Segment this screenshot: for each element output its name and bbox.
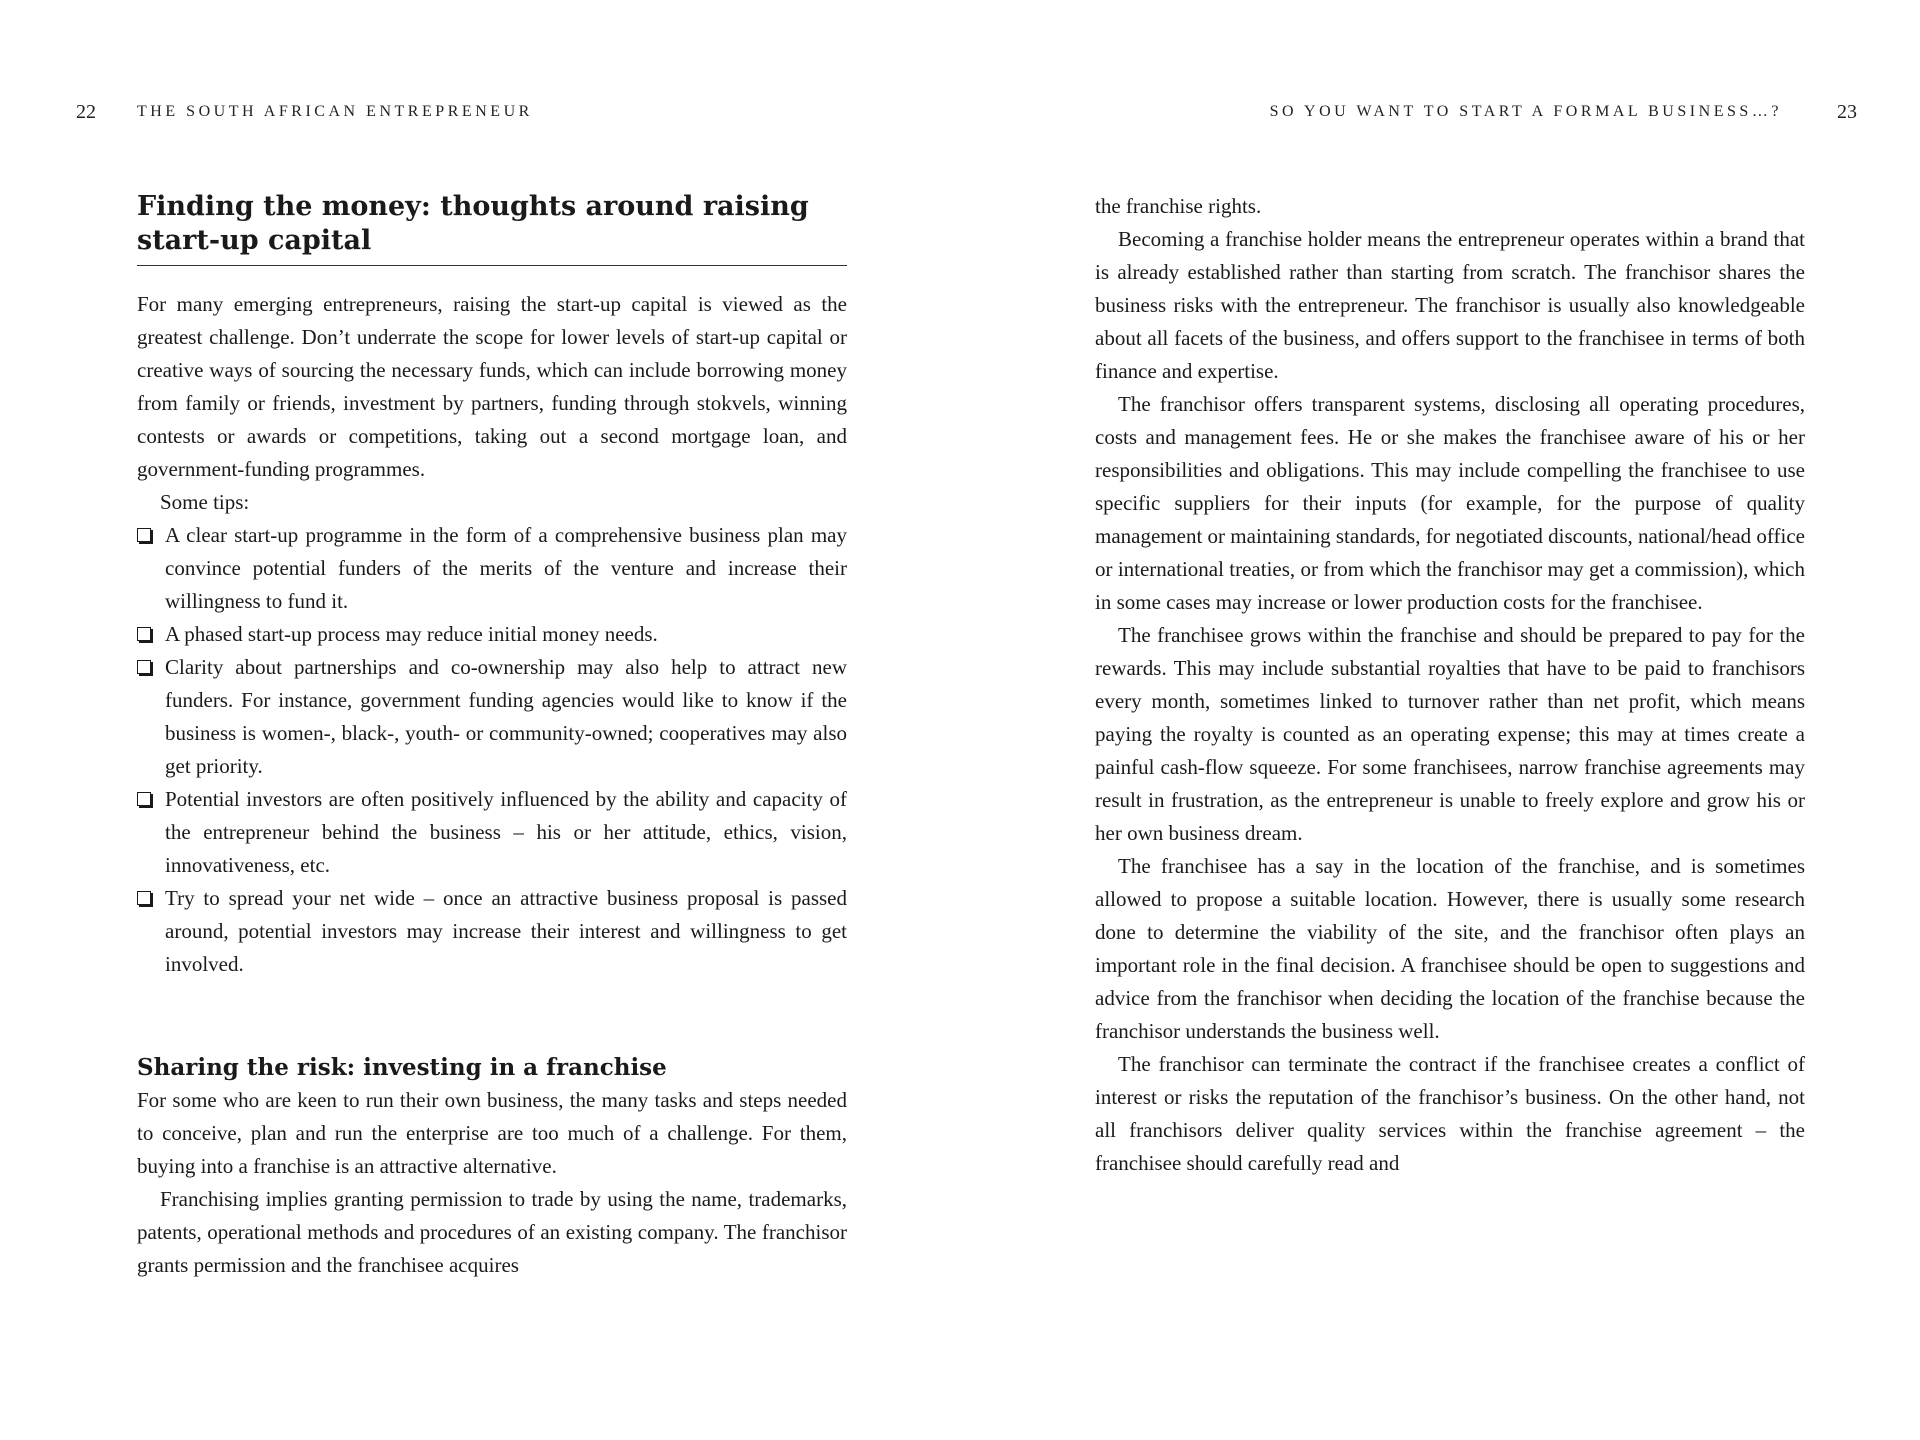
paragraph: Franchising implies granting permission to trade by using the name, trademarks, patents, operational methods and procedures of an existing company. The franchisor grants permission and the franchisee acquires <box>137 1187 847 1277</box>
checkbox-bullet-icon <box>137 891 151 905</box>
tip-item <box>137 519 847 618</box>
paragraph: For some who are keen to run their own business, the many tasks and steps needed to conceive, plan and run the enterprise are too much of a challenge. For them, buying into a franchise is an attractive alternative. <box>137 1088 847 1178</box>
left-text-block <box>137 190 847 1282</box>
checkbox-bullet-icon <box>137 627 151 641</box>
tip-text: Try to spread your net wide – once an attractive business proposal is passed around, potential investors may increase their interest and willingness to get involved. <box>165 886 847 976</box>
running-head: SO YOU WANT TO START A FORMAL BUSINESS…? <box>1269 103 1782 120</box>
right-page <box>960 0 1920 1440</box>
tip-item <box>137 882 847 981</box>
tip-text: A phased start-up process may reduce initial money needs. <box>165 622 658 646</box>
tip-text: Potential investors are often positively influenced by the ability and capacity of the entrepreneur behind the business – his or her attitude, ethics, vision, innovativeness, etc. <box>165 787 847 877</box>
paragraph: Becoming a franchise holder means the entrepreneur operates within a brand that is already established rather than starting from scratch. The franchisor shares the business risks with the entrepreneur. The franchisor is usually also knowledgeable about all facets of the business, and offers support to the franchisee in terms of both finance and expertise. <box>1095 227 1805 383</box>
tip-text: A clear start-up programme in the form of a comprehensive business plan may convince potential funders of the merits of the venture and increase their willingness to fund it. <box>165 523 847 613</box>
paragraph: the franchise rights. <box>1095 194 1262 218</box>
checkbox-bullet-icon <box>137 528 151 542</box>
paragraph: The franchisee has a say in the location of the franchise, and is sometimes allowed to propose a suitable location. However, there is usually some research done to determine the viability of the site, and the franchisor often plays an important role in the final decision. A franchisee should be open to suggestions and advice from the franchisor when deciding the location of the franchise because the franchisor understands the business well. <box>1095 854 1805 1043</box>
tip-item <box>137 618 847 651</box>
paragraph: The franchisor offers transparent systems, disclosing all operating procedures, costs and management fees. He or she makes the franchisee aware of his or her responsibilities and obligations. This may include compelling the franchisee to use specific suppliers for their inputs (for example, for the purpose of quality management or maintaining standards, for negotiated discounts, national/head office or international treaties, or from which the franchisor may get a commission), which in some cases may increase or lower production costs for the franchisee. <box>1095 392 1805 614</box>
tip-text: Clarity about partnerships and co-ownership may also help to attract new funders. For instance, government funding agencies would like to know if the business is women-, black-, youth- or community-owned; cooperatives may also get priority. <box>165 655 847 778</box>
section-heading-finding-money: Finding the money: thoughts around raising start-up capital <box>137 190 847 266</box>
paragraph: The franchisor can terminate the contract if the franchisee creates a conflict of interest or risks the reputation of the franchisor’s business. On the other hand, not all franchisors deliver quality services within the franchise agreement – the franchisee should carefully read and <box>1095 1052 1805 1175</box>
tips-list <box>137 519 847 981</box>
section-heading-sharing-risk: Sharing the risk: investing in a franchise <box>137 1054 667 1081</box>
checkbox-bullet-icon <box>137 792 151 806</box>
running-head: THE SOUTH AFRICAN ENTREPRENEUR <box>137 103 533 120</box>
right-text-block <box>1095 190 1805 1180</box>
paragraph: The franchisee grows within the franchise and should be prepared to pay for the rewards. This may include substantial royalties that have to be paid to franchisors every month, sometimes linked to turnover rather than net profit, which means paying the royalty is counted as an operating expense; this may at times create a painful cash-flow squeeze. For some franchisees, narrow franchise agreements may result in frustration, as the entrepreneur is unable to freely explore and grow his or her own business dream. <box>1095 623 1805 845</box>
tips-intro: Some tips: <box>160 490 250 514</box>
tip-item <box>137 651 847 783</box>
paragraph: For many emerging entrepreneurs, raising the start-up capital is viewed as the greatest challenge. Don’t underrate the scope for lower levels of start-up capital or creative ways of sourcing the necessary funds, which can include borrowing money from family or friends, investment by partners, funding through stokvels, winning contests or awards or competitions, taking out a second mortgage loan, and government-funding programmes. <box>137 292 847 481</box>
page-number: 22 <box>76 101 96 123</box>
tip-item <box>137 783 847 882</box>
page-number: 23 <box>1837 101 1857 123</box>
checkbox-bullet-icon <box>137 660 151 674</box>
